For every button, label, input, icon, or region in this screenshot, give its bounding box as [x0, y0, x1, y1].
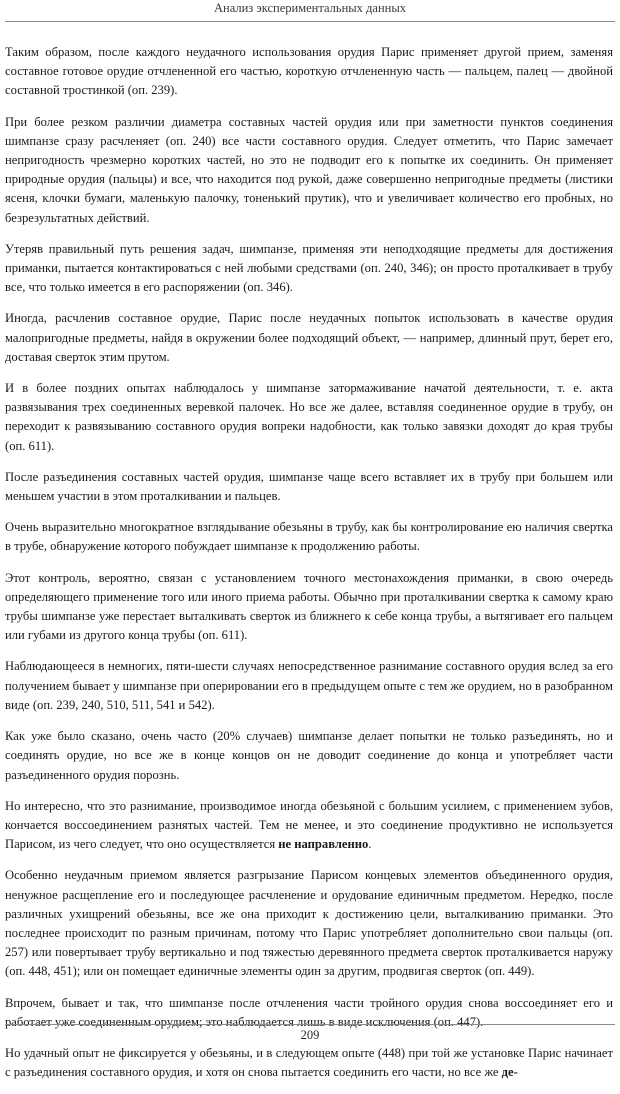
page-footer	[5, 1024, 615, 1045]
paragraph: При более резком различии диаметра составных частей орудия или при заметности пунктов соединения шимпанзе сразу расчленяет (оп. 240) все части составного орудия. Следует отметить, что Парис замечает непригодность чрезмерно коротких частей, но это не подводит его к попытке их соединить. Он применяет природные орудия (пальцы) и все, что находится под рукой, даже совершенно непригодные предметы (листики ясеня, клочки бумаги, маленькую палочку, тоненький прутик), что и увеличивает количество его пробных, но безрезультатных действий.	[5, 114, 613, 225]
emphasis-bold: де-	[501, 1065, 518, 1080]
page-number: 209	[300, 1028, 320, 1042]
paragraph-text: Но интересно, что это разнимание, производимое иногда обезьяной с большим усилием, с применением зубов, кончается воссоединением разнятых частей. Тем не менее, и это соединение продуктивно не используется Парисом, из чего следует, что оно осуществляется	[5, 798, 613, 852]
paragraph: Особенно неудачным приемом является разгрызание Парисом концевых элементов объединенного орудия, ненужное расщепление его и последующее расчленение и орудование единичным предметом. Нередко, после различных ухищрений обезьяны, все же она приходит к достижению цели, выталкиванию приманки. Это последнее происходит по разным причинам, потому что Парис употребляет дополнительно свои пальцы (оп. 257) или повертывает трубу вертикально и под тяжестью деревянного предмета сверток проталкивается наружу (оп. 448, 451); или он помещает единичные элементы один за другим, продвигая сверток (оп. 449).	[5, 868, 613, 979]
paragraph: Как уже было сказано, очень часто (20% случаев) шимпанзе делает попытки не только разъединять, но и соединять орудие, но все же в конце концов он не доводит соединение до конца и употребляет части разъединенного орудия порознь.	[5, 729, 613, 782]
paragraph: Утеряв правильный путь решения задач, шимпанзе, применяя эти неподходящие предметы для достижения приманки, пытается контактироваться с ней любыми средствами (оп. 240, 346); он просто проталкивает в трубу все, что только имеется в его распоряжении (оп. 346).	[5, 241, 613, 295]
paragraph: Таким образом, после каждого неудачного использования орудия Парис применяет другой прием, заменяя составное готовое орудие отчлененной его частью, короткую отчлененную часть — пальцем, палец — двойной составной тростинкой (оп. 239).	[5, 45, 613, 98]
emphasis-bold: не направленно	[278, 837, 369, 852]
paragraph: И в более поздних опытах наблюдалось у шимпанзе затормаживание начатой деятельности, т. е. акта развязывания трех соединенных веревкой палочек. Но все же далее, вставляя соединенное орудие в трубу, он переходит к развязыванию составного орудия вопреки надобности, как только завязки доходят до края трубы (оп. 611).	[5, 381, 613, 453]
paragraph: После разъединения составных частей орудия, шимпанзе чаще всего вставляет их в трубу при большем или меньшем участии в этом проталкивании и пальцев.	[5, 469, 613, 504]
paragraph-text: Но удачный опыт не фиксируется у обезьяны, и в следующем опыте (448) при той же установке Парис начинает с разъединения составного орудия, и хотя он снова пытается соединить его части, но все же	[5, 1045, 613, 1080]
paragraph: Иногда, расчленив составное орудие, Парис после неудачных попыток использовать в качестве орудия малопригодные предметы, найдя в окружении более подходящий объект, — например, длинный прут, берет его, доставая сверток этим прутом.	[5, 311, 613, 364]
header-title: Анализ экспериментальных данных	[214, 1, 406, 15]
paragraph	[5, 1044, 613, 1082]
body-text	[5, 43, 613, 1094]
paragraph: Этот контроль, вероятно, связан с установлением точного местонахождения приманки, в свою очередь определяющего применение того или иного приема работы. Обычно при проталкивании свертка к самому краю трубы шимпанзе уже перестает выталкивать сверток из ближнего к себе конца трубы, а вытягивает его пальцем или губами из другого конца трубы (оп. 611).	[5, 570, 613, 643]
running-header	[5, 0, 615, 22]
paragraph	[5, 797, 613, 855]
paragraph-text-end: .	[368, 837, 372, 852]
paragraph: Очень выразительно многократное взглядывание обезьяны в трубу, как бы контролирование ею наличия свертка в трубе, обнаружение которого побуждает шимпанзе к продолжению работы.	[5, 520, 613, 554]
paragraph: Впрочем, бывает и так, что шимпанзе после отчленения части тройного орудия снова воссоединяет его и работает уже соединенным орудием; это наблюдается лишь в виде исключения (оп. 447).	[5, 995, 613, 1029]
paragraph: Наблюдающееся в немногих, пяти-шести случаях непосредственное разнимание составного орудия вслед за его получением бывает у шимпанзе при оперировании его в предыдущем опыте с тем же орудием, но в разобранном виде (оп. 239, 240, 510, 511, 541 и 542).	[5, 659, 613, 712]
